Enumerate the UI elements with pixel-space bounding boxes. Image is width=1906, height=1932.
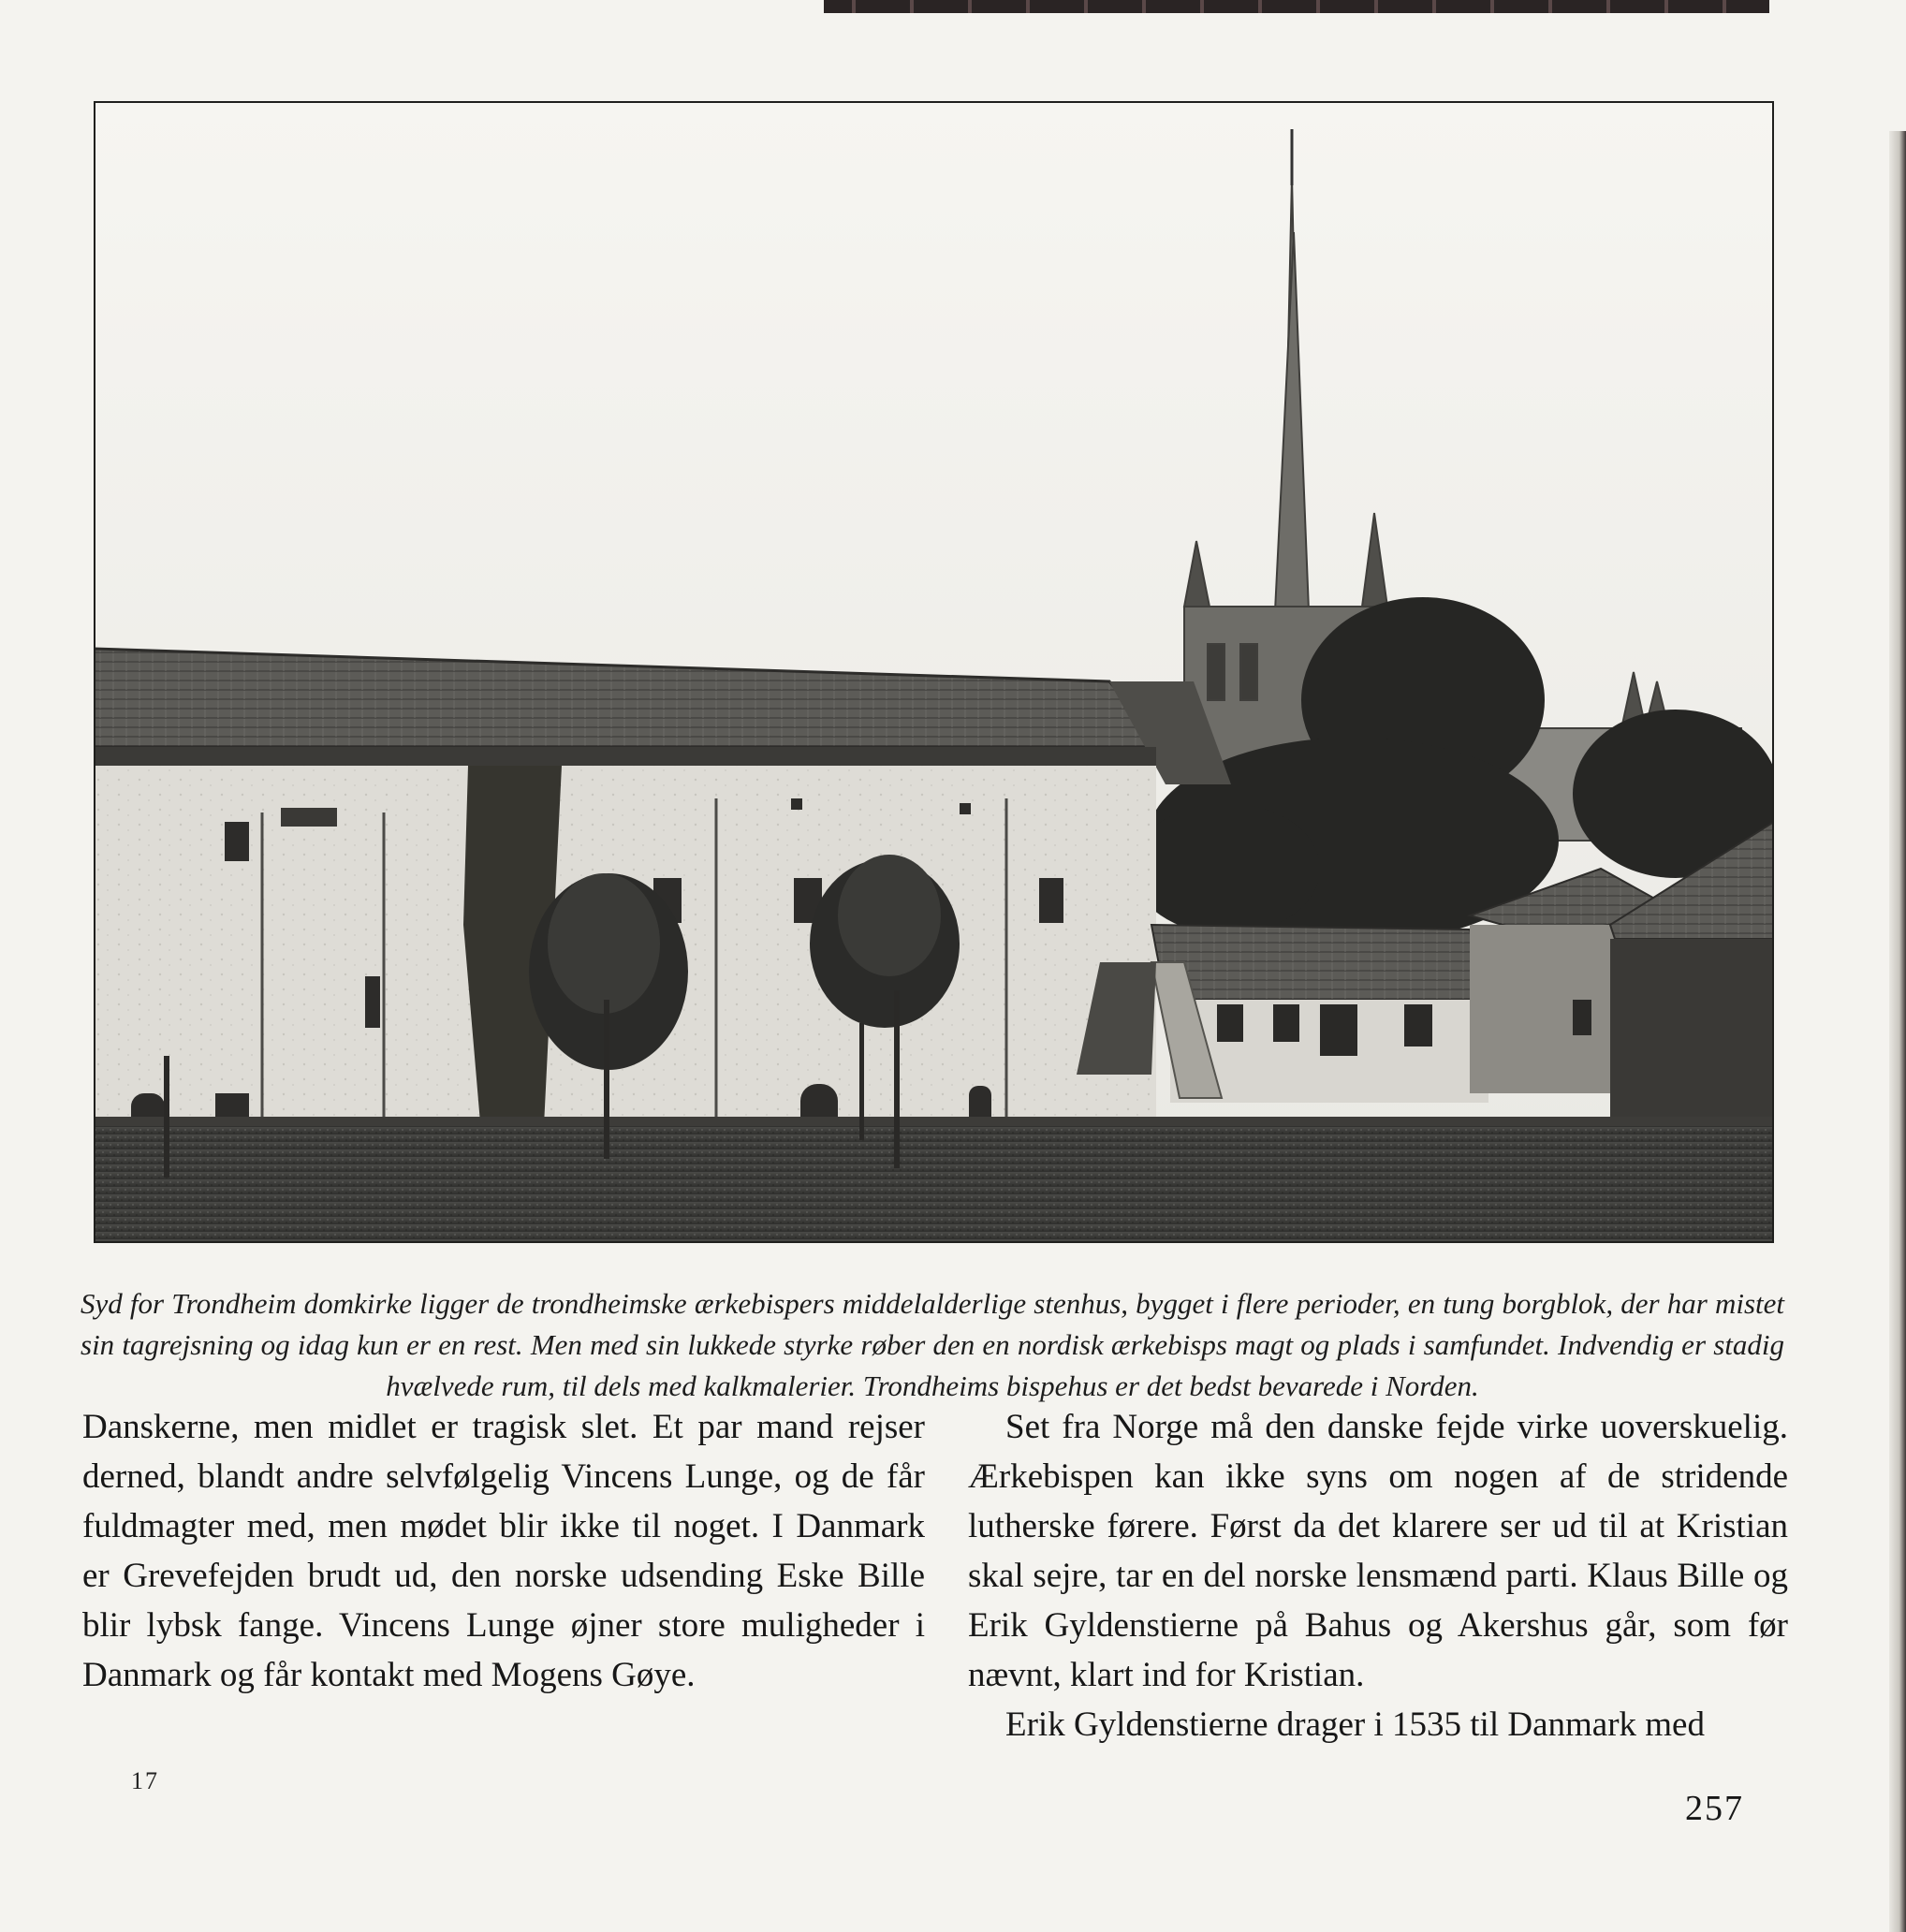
text-column-left <box>82 1402 925 1700</box>
archbishops-palace-photograph <box>94 101 1774 1243</box>
signature-mark: 17 <box>131 1767 159 1794</box>
body-paragraph: Set fra Norge må den danske fejde virke uoverskuelig. Ærkebispen kan ikke syns om nogen af de stridende lutherske førere. Først da det klarere ser ud til at Kristian skal sejre, tar en del norske lensmænd parti. Klaus Bille og Erik Gyldenstierne på Bahus og Akershus går, som før nævnt, klart ind for Kristian. <box>968 1408 1788 1694</box>
photo-caption: Syd for Trondheim domkirke ligger de trondheimske ærkebispers middelalderlige stenhus, bygget i flere perioder, en tung borgblok, der har mistet sin tagrejsning og idag kun er en rest. Men med sin lukkede styrke røber den en nordisk ærkebisps magt og plads i samfundet. Indvendig er stadig hvælvede rum, til dels med kalkmalerier. Trondheims bispehus er det bedst bevarede i Norden. <box>81 1287 1784 1402</box>
lawn <box>94 1121 1774 1243</box>
page-number: 257 <box>1685 1789 1744 1828</box>
page-edge-shadow <box>1889 131 1906 1932</box>
body-paragraph: Erik Gyldenstierne drager i 1535 til Danmark med <box>1005 1705 1705 1744</box>
wing-roof <box>1151 925 1493 1000</box>
top-edge-binding-mark <box>824 0 1769 13</box>
body-paragraph: Danskerne, men midlet er tragisk slet. Et par mand rejser derned, blandt andre selvfølgelig Vincens Lunge, og de får fuldmagter med, men mødet blir ikke til noget. I Danmark er Grevefejden brudt ud, den norske udsending Eske Bille blir lybsk fange. Vincens Lunge øjner store muligheder i Danmark og får kontakt med Mogens Gøye. <box>82 1408 925 1694</box>
text-column-right <box>968 1402 1788 1749</box>
